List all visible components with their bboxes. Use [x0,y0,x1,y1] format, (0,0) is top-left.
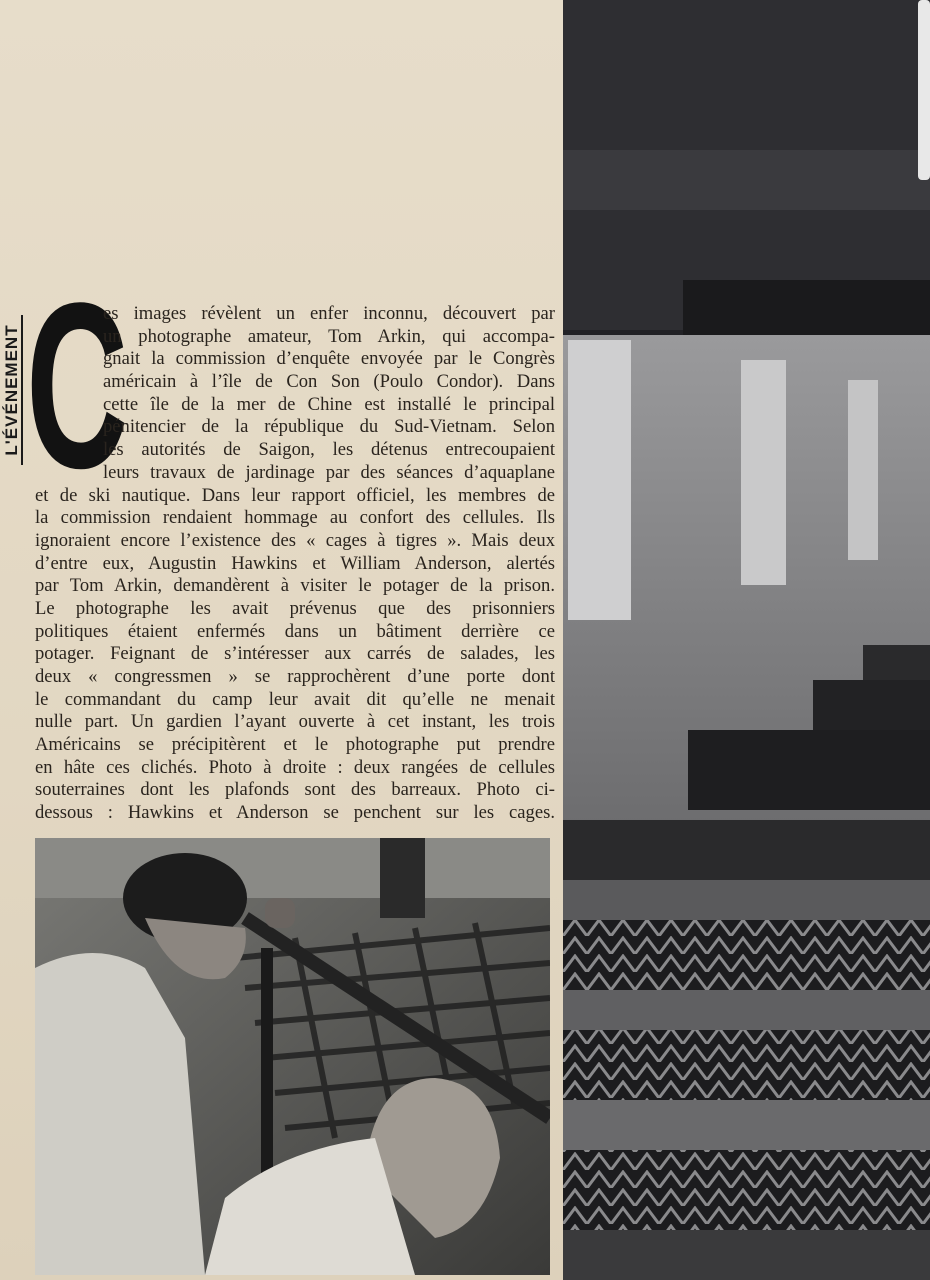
article-line: Le photographe les avait prévenus que des prisonniers [35,597,555,619]
drop-cap: C [26,286,129,486]
article-line: d’entre eux, Augustin Hawkins et William Anderson, alertés [35,552,555,574]
article-line: en hâte ces clichés. Photo à droite : deux rangées de cellules [35,756,555,778]
article-line: potager. Feignant de s’intéresser aux carrés de salades, les [35,643,555,665]
photo-congressmen-over-cages [35,838,550,1275]
photo-cells-image [563,0,930,1280]
article-line: ignoraient encore l’existence des « cages à tigres ». Mais deux [35,529,555,551]
article-line: la commission rendaient hommage au confort des cellules. Ils [35,507,555,529]
article-line: nulle part. Un gardien l’ayant ouverte à cet instant, les trois [35,711,555,733]
article-line: et de ski nautique. Dans leur rapport officiel, les membres de [35,484,555,506]
article-line: un photographe amateur, Tom Arkin, qui accompa- [103,325,555,347]
article-body [35,303,555,825]
article-line: le commandant du camp leur avait dit qu’elle ne menait [35,688,555,710]
article-line: es images révèlent un enfer inconnu, découvert par [103,303,555,324]
article-line: dessous : Hawkins et Anderson se penchent sur les cages. [35,802,555,824]
article-line: leurs travaux de jardinage par des séances d’aquaplane [103,461,555,483]
article-line: par Tom Arkin, demandèrent à visiter le potager de la prison. [35,575,555,597]
article-line: Américains se précipitèrent et le photographe put prendre [35,734,555,756]
article-line: gnait la commission d’enquête envoyée par le Congrès [103,348,555,370]
article-line: américain à l’île de Con Son (Poulo Condor). Dans [103,371,555,393]
photo-underground-cells [563,0,930,1280]
article-line: deux « congressmen » se rapprochèrent d’une porte dont [35,666,555,687]
article-line: politiques étaient enfermés dans un bâtiment derrière ce [35,620,555,642]
article-line: souterraines dont les plafonds sont des barreaux. Photo ci- [35,779,555,801]
article-line: pénitencier de la république du Sud-Vietnam. Selon [103,416,555,438]
article-line: cette île de la mer de Chine est installé le principal [103,393,555,415]
section-label: L'ÉVÉNEMENT [3,315,23,465]
article-line: les autorités de Saigon, les détenus entrecoupaient [103,439,555,461]
photo-congressmen-image [35,838,550,1275]
